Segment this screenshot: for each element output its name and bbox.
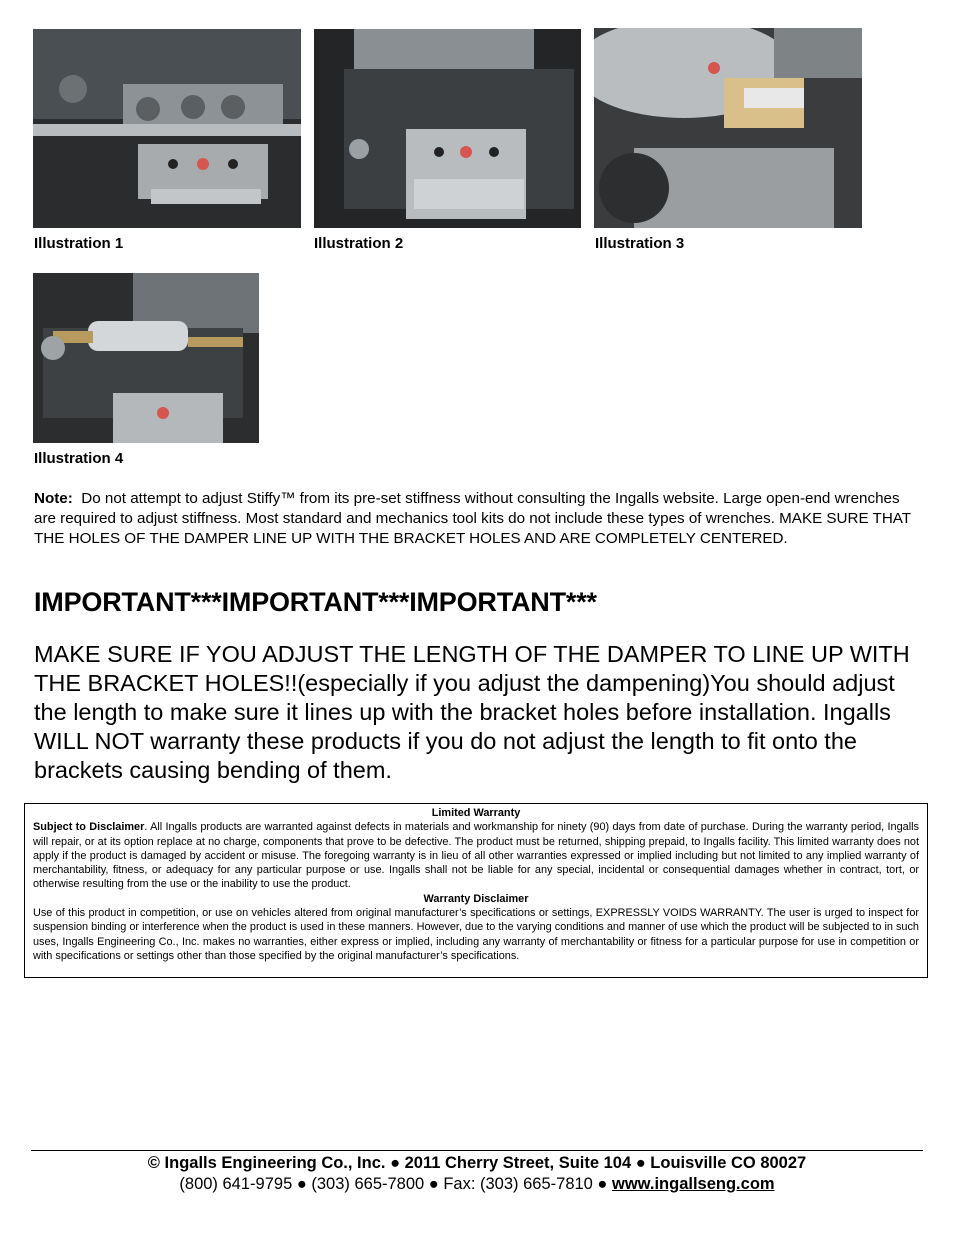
footer-address: © Ingalls Engineering Co., Inc. ● 2011 Cherry Street, Suite 104 ● Louisville CO 80027 <box>147 1154 807 1172</box>
disclaimer-title: Warranty Disclaimer <box>423 892 529 905</box>
illustration-2-caption: Illustration 2 <box>314 235 404 252</box>
disclaimer-text: Use of this product in competition, or use on vehicles altered from original manufacturer’s specifications or settings, EXPRESSLY VOIDS WARRANTY. The user is urged to inspect for suspension binding or interference when the product is used in these manners. However, due to the varying conditions and manner of use which the product will be subjected to in such uses, Ingalls Engineering Co., Inc. makes no warranties, either express or implied, including any warranty of merchantability or fitness for a particular purpose for use in competition or with specifications or settings other than those specified by the original manufacturer’s specifications. <box>33 907 919 962</box>
illustration-3-caption: Illustration 3 <box>595 235 685 252</box>
subject-text: . All Ingalls products are warranted against defects in materials and workmanship for ninety (90) days from date of purchase. During the warranty period, Ingalls will repair, or at its option replace at no charge, components that prove to be defective. The product must be returned, shipping prepaid, to Ingalls facility. This limited warranty does not apply if the product is damaged by accident or misuse. The foregoing warranty is in lieu of all other warranties expressed or implied including but not limited to any implied warranty of merchantability, fitness, or adequacy for any particular purpose or use. Ingalls shall not be liable for any special, incidental or consequential damages whether in contract, tort, or otherwise resulting from the use or the inability to use the product. <box>33 821 919 891</box>
warranty-title: Limited Warranty <box>431 807 521 819</box>
illustration-4-photo <box>33 273 259 443</box>
note-label: Note: <box>34 490 73 507</box>
warranty-box <box>24 803 928 978</box>
illustration-1-caption: Illustration 1 <box>34 235 124 252</box>
note-text: Do not attempt to adjust Stiffy™ from its pre-set stiffness without consulting the Ingalls website. Large open-end wrenches are required to adjust stiffness. Most standard and mechanics tool kits do not include these types of wrenches. MAKE SURE THAT THE HOLES OF THE DAMPER LINE UP WITH THE BRACKET HOLES AND ARE COMPLETELY CENTERED. <box>34 490 911 547</box>
subject-label: Subject to Disclaimer <box>33 821 145 834</box>
warranty-text <box>33 820 919 891</box>
note-paragraph <box>34 489 914 549</box>
illustration-2-photo <box>314 29 581 228</box>
footer-contact <box>0 1175 954 1194</box>
footer-phones: (800) 641-9795 ● (303) 665-7800 ● Fax: (303) 665-7810 ● <box>179 1175 612 1193</box>
illustration-1-photo <box>33 29 301 228</box>
important-body: MAKE SURE IF YOU ADJUST THE LENGTH OF THE DAMPER TO LINE UP WITH THE BRACKET HOLES!!(especially if you adjust the dampening)You should adjust the length to make sure it lines up with the bracket holes before installation. Ingalls WILL NOT warranty these products if you do not adjust the length to fit onto the brackets causing bending of them. <box>34 641 910 783</box>
website-link[interactable]: www.ingallseng.com <box>611 1175 775 1193</box>
footer-divider <box>31 1150 923 1151</box>
illustration-3-photo <box>594 28 862 228</box>
illustration-4-caption: Illustration 4 <box>34 450 124 467</box>
important-heading: IMPORTANT***IMPORTANT***IMPORTANT*** <box>34 587 597 617</box>
